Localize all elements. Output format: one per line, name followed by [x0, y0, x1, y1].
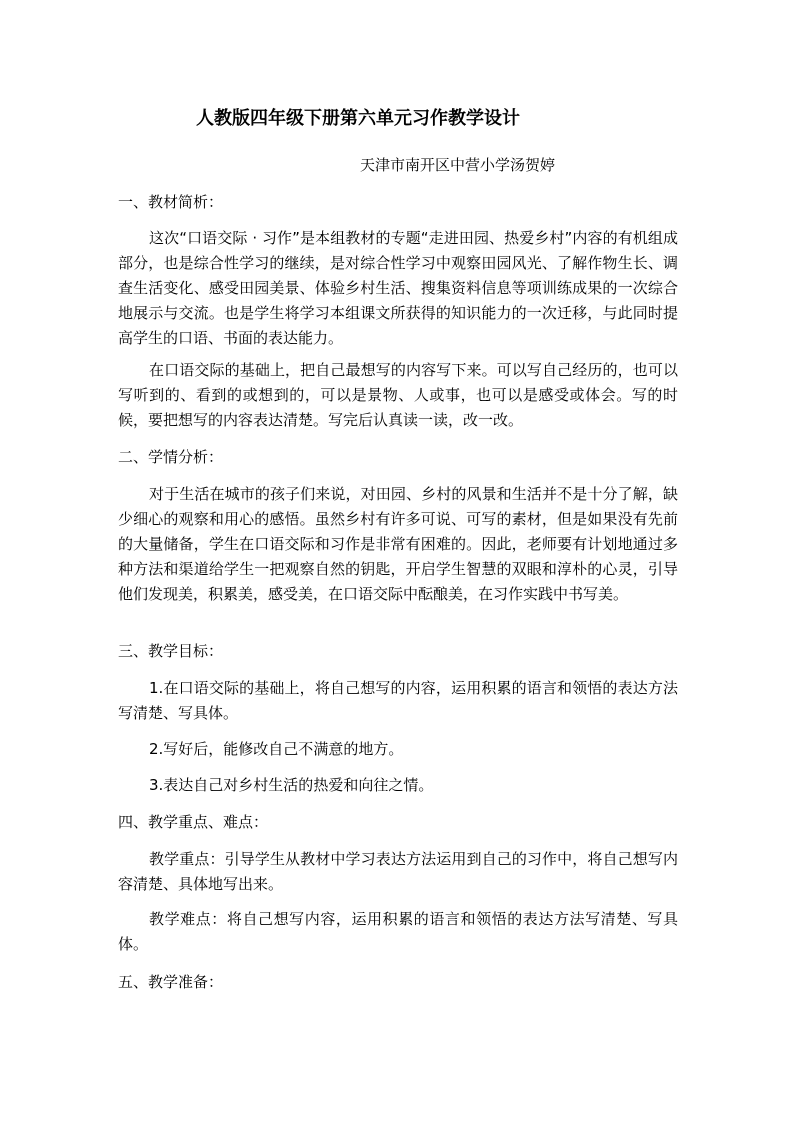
section-heading-teaching-preparation: 五、教学准备：	[118, 973, 224, 991]
paragraph-textbook-analysis-1: 这次“口语交际 · 习作”是本组教材的专题“走进田园、热爱乡村”内容的有机组成部分，也是综合性学习的继续，是对综合性学习中观察田园风光、了解作物生长、调查生活变化、感受田园美景、体验乡村生活、搜集资料信息等项训练成果的一次综合地展示与交流。也是学生将学习本组课文所获得的知识能力的一次迁移，与此同时提高学生的口语、书面的表达能力。	[118, 229, 678, 347]
section-heading-key-points: 四、教学重点、难点：	[118, 813, 269, 831]
paragraph-student-analysis-1: 对于生活在城市的孩子们来说，对田园、乡村的风景和生活并不是十分了解，缺少细心的观察和用心的感悟。虽然乡村有许多可说、可写的素材，但是如果没有先前的大量储备，学生在口语交际和习作是非常有困难的。因此，老师要有计划地通过多种方法和渠道给学生一把观察自然的钥匙，开启学生智慧的双眼和淳朴的心灵，引导他们发现美，积累美，感受美，在口语交际中酝酿美，在习作实践中书写美。	[118, 485, 678, 603]
paragraph-key-point: 教学重点：引导学生从教材中学习表达方法运用到自己的习作中，将自己想写内容清楚、具体地写出来。	[118, 850, 678, 893]
document-title: 人教版四年级下册第六单元习作教学设计	[196, 108, 520, 129]
section-heading-student-analysis: 二、学情分析：	[118, 448, 224, 466]
paragraph-teaching-goal-2: 2.写好后，能修改自己不满意的地方。	[149, 740, 404, 758]
paragraph-teaching-goal-3: 3.表达自己对乡村生活的热爱和向往之情。	[149, 776, 434, 794]
paragraph-difficult-point: 教学难点：将自己想写内容，运用积累的语言和领悟的表达方法写清楚、写具体。	[118, 910, 678, 953]
paragraph-teaching-goal-1: 1.在口语交际的基础上，将自己想写的内容，运用积累的语言和领悟的表达方法写清楚、写具体。	[118, 679, 678, 722]
section-heading-textbook-analysis: 一、教材简析：	[118, 193, 224, 211]
paragraph-textbook-analysis-2: 在口语交际的基础上，把自己最想写的内容写下来。可以写自己经历的，也可以写听到的、看到的或想到的，可以是景物、人或事，也可以是感受或体会。写的时候，要把想写的内容表达清楚。写完后认真读一读，改一改。	[118, 361, 678, 429]
section-heading-teaching-goals: 三、教学目标：	[118, 642, 224, 660]
document-author: 天津市南开区中营小学汤贺婷	[360, 156, 556, 174]
